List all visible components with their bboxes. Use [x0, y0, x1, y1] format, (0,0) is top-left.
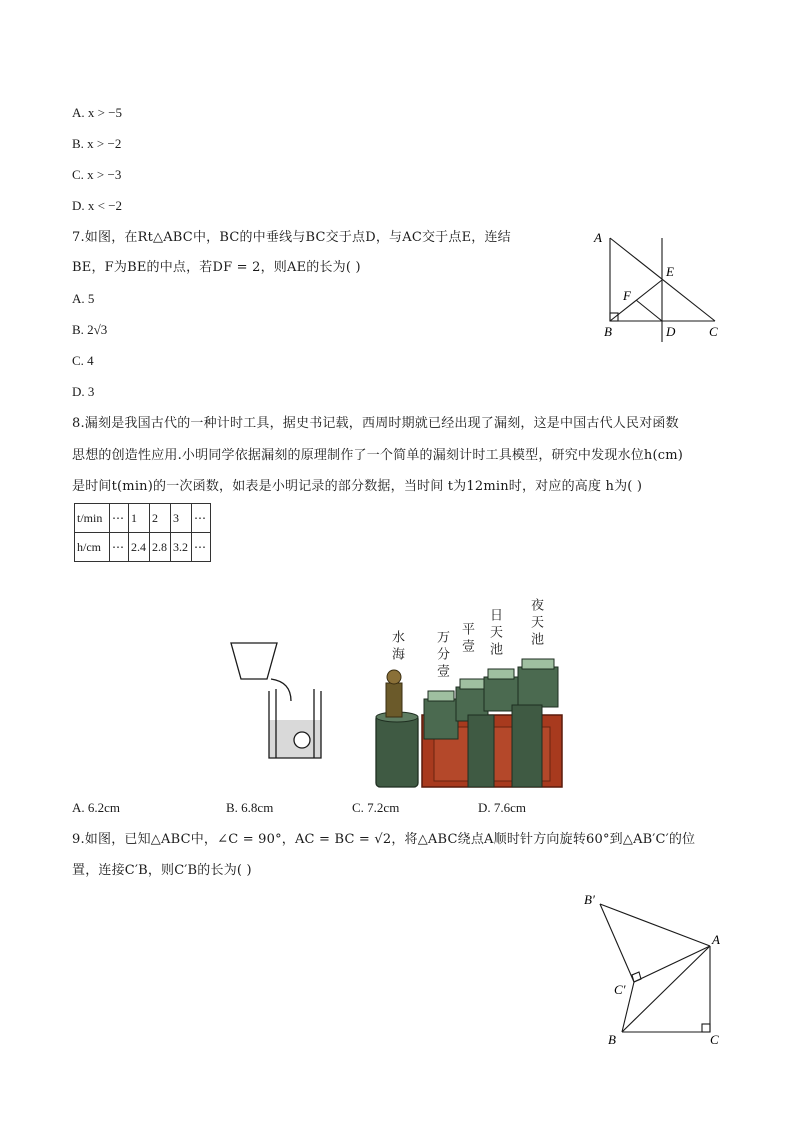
- table-cell: ⋯: [110, 533, 129, 562]
- float-ball: [294, 732, 310, 748]
- q8-option-a: A. 6.2cm: [72, 800, 121, 815]
- label-shuihai: 水海: [389, 630, 404, 664]
- segment-b-prime-c-prime: [600, 904, 634, 982]
- ancient-water-clock-photo: [372, 655, 567, 790]
- label-b-prime: B′: [584, 892, 595, 907]
- table-cell: 3.2: [171, 533, 192, 562]
- vessel-yetian: [518, 667, 558, 707]
- q9-stem-line1: 9.如图，已知△ABC中，∠C = 90°，AC = BC = √2，将△ABC绕点A顺时针方向旋转60°到△AB′C′的位: [72, 832, 696, 847]
- label-a: A: [712, 932, 720, 947]
- q9-rotation-figure: [578, 890, 728, 1052]
- right-angle-mark-c-prime: [632, 972, 641, 982]
- label-d: D: [666, 324, 676, 339]
- label-wanfen: 万分壹: [434, 630, 449, 681]
- q7-option-b: B. 2√3: [72, 322, 108, 337]
- q6-option-d: D. x < −2: [72, 198, 123, 213]
- table-cell: h/cm: [75, 533, 110, 562]
- q7-triangle-figure: [590, 228, 730, 344]
- label-c: C: [709, 324, 718, 339]
- water-stream: [271, 679, 291, 701]
- table-cell: 1: [129, 504, 150, 533]
- table-cell: ⋯: [192, 533, 211, 562]
- table-row: [75, 504, 211, 533]
- table-row: [75, 533, 211, 562]
- label-c-prime: C′: [614, 982, 626, 997]
- q8-stem-line3: 是时间t(min)的一次函数，如表是小明记录的部分数据，当时间 t为12min时，对应的高度 h为( ): [72, 479, 643, 494]
- label-b: B: [604, 324, 612, 339]
- segment-ba: [622, 946, 710, 1032]
- table-cell: 3: [171, 504, 192, 533]
- q8-stem-line2: 思想的创造性应用.小明同学依据漏刻的原理制作了一个简单的漏刻计时工具模型，研究中发现水位h(cm): [72, 448, 684, 463]
- q8-stem-line1: 8.漏刻是我国古代的一种计时工具，据史书记载，西周时期就已经出现了漏刻，这是中国古代人民对函数: [72, 416, 679, 431]
- q8-option-b: B. 6.8cm: [226, 800, 274, 815]
- segment-fd: [636, 300, 662, 321]
- table-cell: ⋯: [192, 504, 211, 533]
- water-clock-diagram: [225, 635, 335, 765]
- table-cell: 2.8: [150, 533, 171, 562]
- segment-ab-prime: [600, 904, 710, 946]
- right-angle-mark-c: [702, 1024, 710, 1032]
- table-cell: ⋯: [110, 504, 129, 533]
- q9-stem-line2: 置，连接C′B，则C′B的长为( ): [72, 863, 252, 878]
- label-c: C: [710, 1032, 719, 1047]
- q6-option-c: C. x > −3: [72, 167, 122, 182]
- table-cell: 2.4: [129, 533, 150, 562]
- q7-option-c: C. 4: [72, 353, 94, 368]
- q6-option-b: B. x > −2: [72, 136, 122, 151]
- figure-statue: [386, 683, 402, 717]
- q7-stem-line1: 7.如图，在Rt△ABC中，BC的中垂线与BC交于点D，与AC交于点E，连结: [72, 230, 511, 245]
- vessel-wanfen: [424, 699, 458, 739]
- q7-stem-line2: BE，F为BE的中点，若DF = 2，则AE的长为( ): [72, 260, 361, 275]
- table-cell: t/min: [75, 504, 110, 533]
- label-e: E: [666, 264, 674, 279]
- label-ritian: 日天池: [487, 608, 502, 659]
- label-yetian: 夜天池: [528, 598, 543, 649]
- label-b: B: [608, 1032, 616, 1047]
- segment-c-prime-a: [634, 946, 710, 982]
- funnel-vessel: [231, 643, 277, 679]
- water-sea-vessel: [376, 715, 418, 787]
- label-f: F: [623, 288, 631, 303]
- label-a: A: [594, 230, 602, 245]
- label-ping: 平壹: [459, 622, 474, 656]
- q7-option-a: A. 5: [72, 291, 95, 306]
- q6-option-a: A. x > −5: [72, 105, 123, 120]
- q8-option-c: C. 7.2cm: [352, 800, 400, 815]
- q7-option-d: D. 3: [72, 384, 95, 399]
- q8-option-d: D. 7.6cm: [478, 800, 527, 815]
- q8-data-table: [74, 503, 211, 562]
- table-cell: 2: [150, 504, 171, 533]
